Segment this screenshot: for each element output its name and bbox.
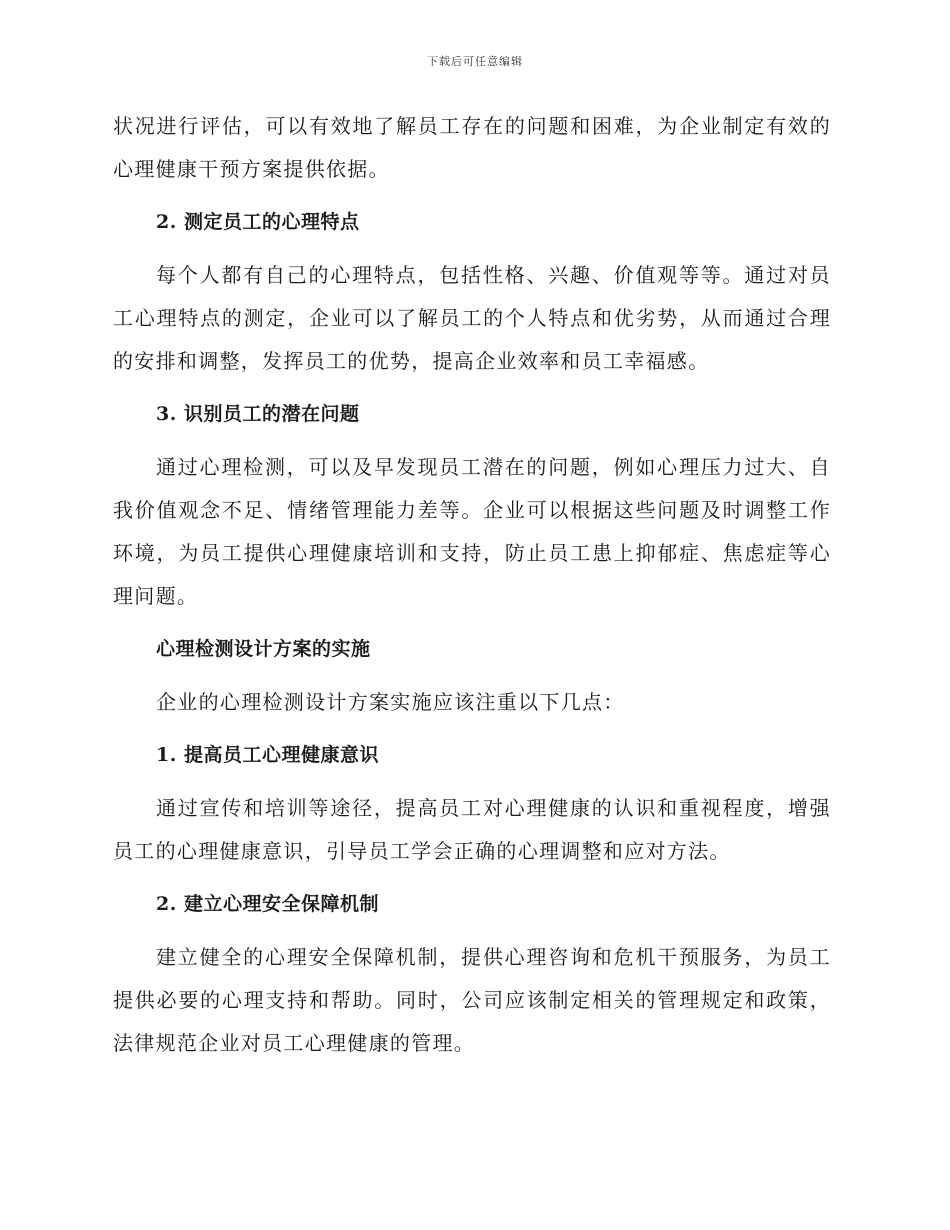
section-heading-traits: 2. 测定员工的心理特点	[156, 211, 360, 233]
section-heading-awareness: 1. 提高员工心理健康意识	[156, 744, 379, 766]
section-heading-safety-mechanism: 2. 建立心理安全保障机制	[156, 893, 379, 915]
section-heading-implementation: 心理检测设计方案的实施	[156, 638, 371, 660]
paragraph-implementation: 企业的心理检测设计方案实施应该注重以下几点：	[156, 690, 625, 714]
section-heading-issues: 3. 识别员工的潜在问题	[156, 403, 360, 425]
document-body	[113, 105, 831, 1075]
paragraph-traits: 每个人都有自己的心理特点，包括性格、兴趣、价值观等等。通过对员工心理特点的测定，企业可以了解员工的个人特点和优劣势，从而通过合理的安排和调整，发挥员工的优势，提高企业效率和员工幸福感。	[113, 263, 831, 373]
paragraph-intro-continuation: 状况进行评估，可以有效地了解员工存在的问题和困难，为企业制定有效的心理健康干预方案提供依据。	[113, 114, 831, 181]
paragraph-awareness: 通过宣传和培训等途径，提高员工对心理健康的认识和重视程度，增强员工的心理健康意识，引导员工学会正确的心理调整和应对方法。	[113, 796, 831, 863]
paragraph-safety-mechanism: 建立健全的心理安全保障机制，提供心理咨询和危机干预服务，为员工提供必要的心理支持和帮助。同时，公司应该制定相关的管理规定和政策，法律规范企业对员工心理健康的管理。	[113, 945, 831, 1055]
page-header-note: 下载后可任意编辑	[427, 55, 523, 68]
paragraph-issues: 通过心理检测，可以及早发现员工潜在的问题，例如心理压力过大、自我价值观念不足、情绪管理能力差等。企业可以根据这些问题及时调整工作环境，为员工提供心理健康培训和支持，防止员工患上抑郁症、焦虑症等心理问题。	[113, 455, 831, 608]
